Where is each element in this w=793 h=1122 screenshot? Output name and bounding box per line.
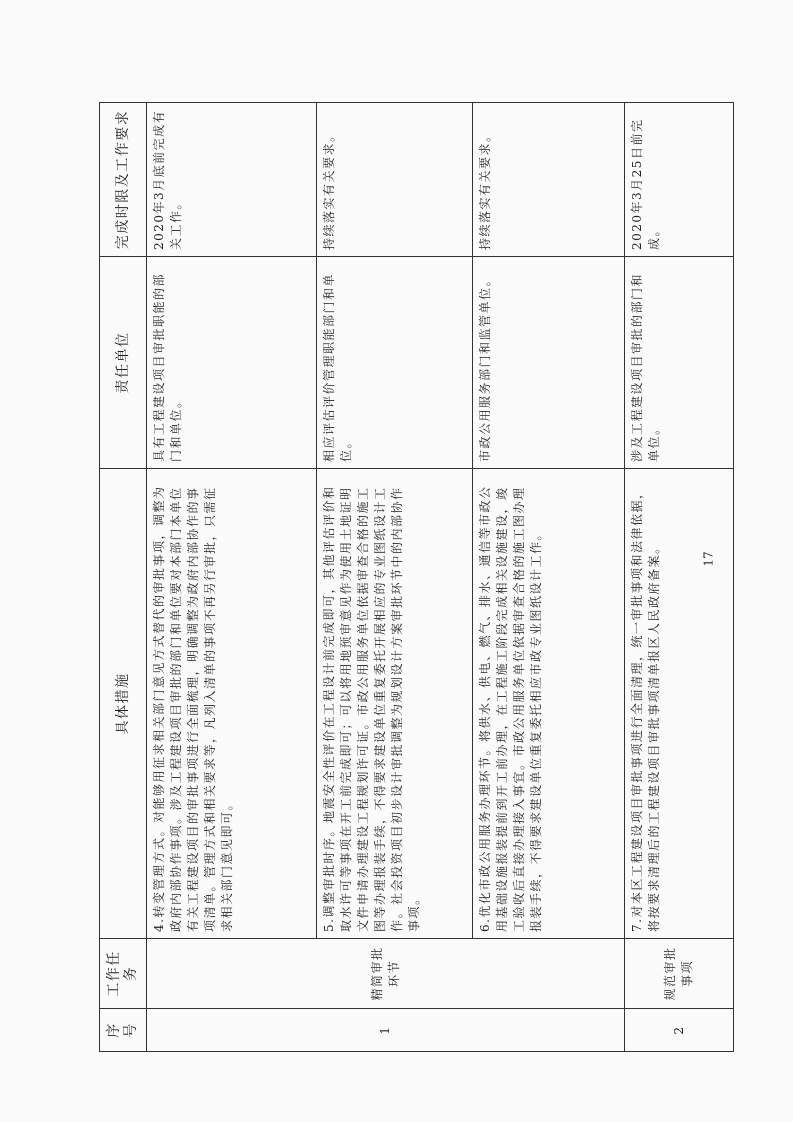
row-seq-1: 1 bbox=[147, 1009, 625, 1052]
row-unit-6: 市政公用服务部门和监管单位。 bbox=[473, 257, 625, 469]
header-task: 工作任务 bbox=[100, 939, 147, 1009]
page-number: 17 bbox=[701, 551, 716, 567]
row-time-7: 2020年3月25日前完成。 bbox=[625, 103, 734, 257]
row-task-1: 精简审批环节 bbox=[147, 939, 625, 1009]
table-row bbox=[625, 103, 734, 1052]
work-task-table bbox=[99, 102, 734, 1052]
row-measure-6: 6.优化市政公用服务办理环节。将供水、供电、燃气、排水、通信等市政公用基础设施报装提前到开工前办理，在工程施工阶段完成相关设施建设，竣工验收后直接办理接入事宜。市政公用服务单位依据审查合格的施工图办理报装手续，不得要求建设单位重复委托相应市政专业图纸设计工作。 bbox=[473, 469, 625, 939]
table-header-row bbox=[100, 103, 147, 1052]
rotated-table-wrapper bbox=[99, 103, 724, 1052]
row-task-2: 规范审批事项 bbox=[625, 939, 734, 1009]
table-row bbox=[147, 103, 317, 1052]
row-time-6: 持续落实有关要求。 bbox=[473, 103, 625, 257]
table-row bbox=[473, 103, 625, 1052]
row-time-5: 持续落实有关要求。 bbox=[317, 103, 473, 257]
row-measure-5: 5.调整审批时序。地震安全性评价在工程设计前完成即可，其他评估评价和取水许可等事项在开工前完成即可；可以将用地预审意见作为使用土地证明文件申请办理建设工程规划许可证。市政公用服务单位依据审查合格的施工图等办理报装手续，不得要求建设单位重复委托开展相应的专业图纸设计工作。社会投资项目初步设计审批调整为规划设计方案审批环节中的内部协作事项。 bbox=[317, 469, 473, 939]
header-time: 完成时限及工作要求 bbox=[100, 103, 147, 257]
row-seq-2: 2 bbox=[625, 1009, 734, 1052]
row-unit-4: 具有工程建设项目审批职能的部门和单位。 bbox=[147, 257, 317, 469]
table-row bbox=[317, 103, 473, 1052]
row-unit-5: 相应评估评价管理职能部门和单位。 bbox=[317, 257, 473, 469]
header-unit: 责任单位 bbox=[100, 257, 147, 469]
row-measure-4: 4.转变管理方式。对能够用征求相关部门意见方式替代的审批事项，调整为政府内部协作事项。涉及工程建设项目审批的部门和单位要对本部门本单位有关工程建设项目的审批事项进行全面梳理，明确调整为政府内部协作的事项清单。管理方式和相关要求等，凡列入清单的事项不再另行审批，只需征求相关部门意见即可。 bbox=[147, 469, 317, 939]
row-time-4: 2020年3月底前完成有关工作。 bbox=[147, 103, 317, 257]
row-unit-7: 涉及工程建设项目审批的部门和单位。 bbox=[625, 257, 734, 469]
header-seq: 序号 bbox=[100, 1009, 147, 1052]
header-measure: 具体措施 bbox=[100, 469, 147, 939]
row-measure-7: 7.对本区工程建设项目审批事项进行全面清理，统一审批事项和法律依据，将按要求清理后的工程建设项目审批事项清单报区人民政府备案。 bbox=[625, 469, 734, 939]
